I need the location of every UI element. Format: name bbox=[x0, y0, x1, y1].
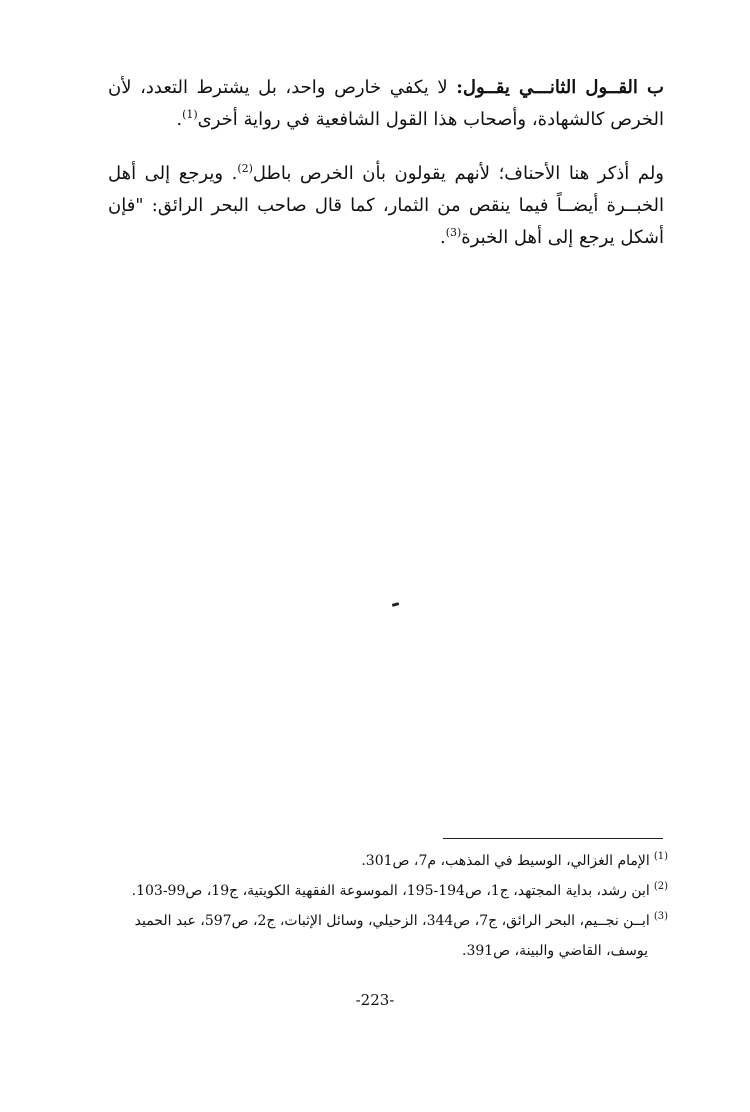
footnote-3-continuation: يوسف، القاضي والبينة، ص391. bbox=[461, 943, 648, 959]
paragraph-1-text bbox=[108, 72, 664, 136]
paragraph-hanafis bbox=[108, 158, 664, 254]
footnotes bbox=[112, 846, 668, 966]
footnote-3 bbox=[112, 906, 668, 936]
footnote-2 bbox=[112, 876, 668, 906]
footnote-1-number: (1) bbox=[653, 851, 668, 863]
paragraph-2-text bbox=[108, 158, 664, 254]
footnote-2-number: (2) bbox=[653, 881, 668, 893]
paragraph-1-lead: ب القــول الثانـــي يقــول: bbox=[456, 77, 664, 98]
paragraph-1-body: لا يكفي خارص واحد، بل يشترط التعدد، لأن الخرص كالشهادة، وأصحاب هذا القول الشافعية في رواية أخرى bbox=[108, 77, 664, 130]
paragraph-2-body-b: . ويرجع إلى أهل الخبــرة أيضــاً فيما ينقص من الثمار، كما قال صاحب البحر الرائق: "فإن أشكل يرجع إلى أهل الخبرة bbox=[108, 163, 664, 248]
footnote-3-number: (3) bbox=[653, 911, 668, 923]
footnote-1-text: الإمام الغزالي، الوسيط في المذهب، م7، ص301. bbox=[361, 853, 650, 869]
footnote-1 bbox=[112, 846, 668, 876]
footnote-ref-1[interactable]: (1) bbox=[182, 108, 198, 121]
paragraph-second-opinion bbox=[108, 72, 664, 136]
footnote-ref-2[interactable]: (2) bbox=[237, 162, 253, 175]
footnote-3-text: ابــن نجــيم، البحر الرائق، ج7، ص344، الزحيلي، وسائل الإثبات، ج2، ص597، عبد الحميد bbox=[134, 913, 650, 929]
footnote-separator bbox=[443, 838, 663, 839]
paragraph-1-end: . bbox=[176, 109, 183, 130]
page-number: -223- bbox=[355, 991, 395, 1009]
stray-mark bbox=[392, 602, 400, 607]
paragraph-2-end: . bbox=[439, 227, 446, 248]
footnote-ref-3[interactable]: (3) bbox=[445, 226, 462, 239]
footnote-2-text: ابن رشد، بداية المجتهد، ج1، ص194-195، الموسوعة الفقهية الكويتية، ج19، ص99-103. bbox=[131, 883, 650, 899]
paragraph-2-body-a: ولم أذكر هنا الأحناف؛ لأنهم يقولون بأن الخرص باطل bbox=[252, 163, 665, 184]
